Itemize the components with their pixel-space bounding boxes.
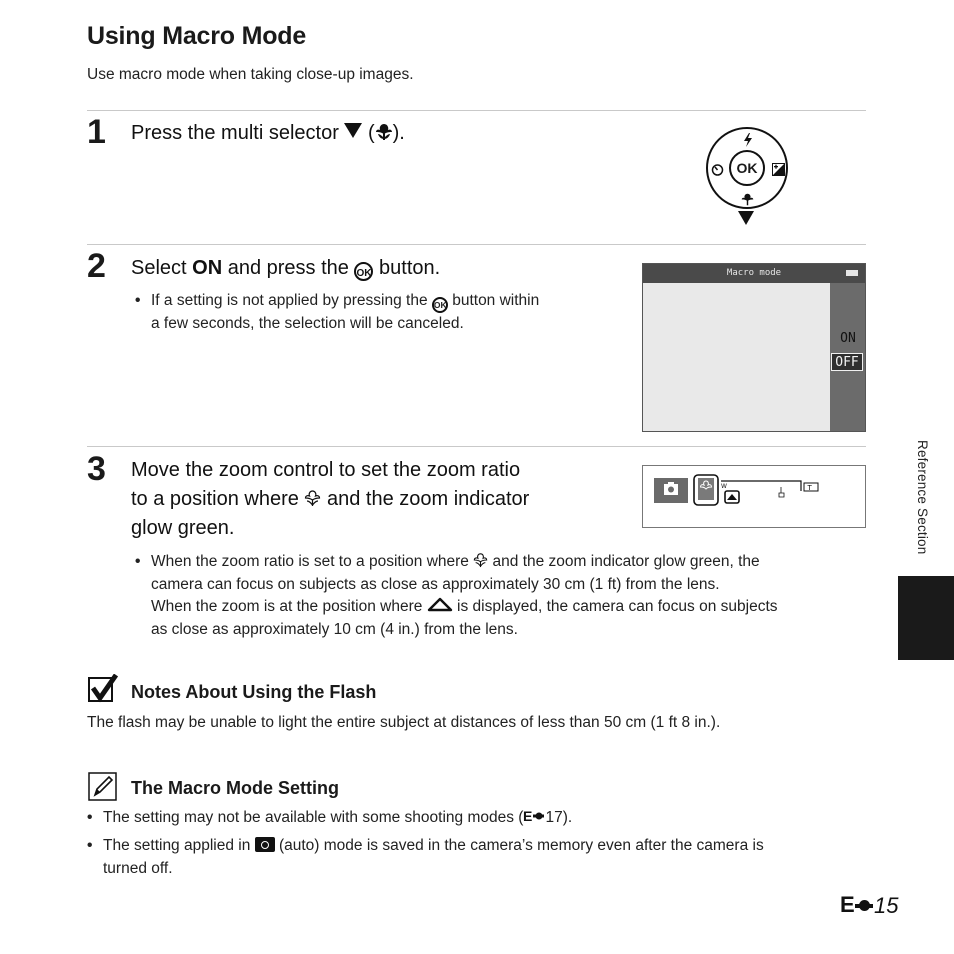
step-2-bullet: • If a setting is not applied by pressing the OK button within a few seconds, the selection will be canceled. (135, 292, 540, 332)
divider (87, 110, 866, 111)
selector-down-arrow-icon (738, 211, 754, 231)
macro-flower-icon (741, 193, 754, 206)
note-macro-heading: The Macro Mode Setting (131, 778, 340, 798)
divider (87, 446, 866, 447)
check-note-icon (88, 674, 118, 704)
macro-close-up-icon (427, 597, 453, 612)
battery-icon (846, 270, 858, 276)
option-on: ON (840, 331, 856, 346)
pencil-note-icon (88, 772, 118, 802)
exposure-compensation-icon (772, 163, 785, 176)
note-macro-bullet-1: • The setting may not be available with some shooting modes ( E 17). (87, 809, 573, 826)
svg-text:T: T (807, 484, 812, 492)
ok-button-icon: OK (432, 297, 448, 313)
macro-outline-icon (473, 552, 488, 568)
reference-e-icon (523, 809, 545, 823)
triangle-down-icon (344, 123, 362, 138)
step-2-text: Select ON and press the OK button. (131, 257, 441, 279)
option-off: OFF (831, 353, 863, 371)
reference-e-icon: E (840, 896, 874, 914)
intro-text: Use macro mode when taking close-up images. (87, 66, 414, 83)
note-flash-heading: Notes About Using the Flash (131, 682, 377, 702)
multi-selector-diagram (706, 127, 788, 209)
step-3-number: 3 (87, 450, 106, 488)
section-tab (898, 576, 954, 660)
macro-outline-icon (304, 489, 321, 507)
svg-text:E: E (523, 809, 533, 823)
ok-button: OK (729, 150, 765, 186)
zoom-indicator-graphic (643, 466, 865, 527)
page-number: E 15 (840, 892, 899, 918)
page-title: Using Macro Mode (87, 22, 307, 50)
step-1-text: Press the multi selector ( ). (131, 122, 405, 144)
flash-icon (743, 133, 753, 147)
note-flash-body: The flash may be unable to light the entire subject at distances of less than 50 cm (1 ft 8 in.). (87, 714, 721, 731)
step-3-text: Move the zoom control to set the zoom ratio to a position where and the zoom indicator glow green. (131, 459, 530, 539)
macro-flower-icon (375, 123, 393, 141)
macro-mode-screen (642, 263, 866, 432)
step-2-number: 2 (87, 247, 106, 285)
zoom-indicator-panel (642, 465, 866, 528)
divider (87, 244, 866, 245)
step-3-bullet: • When the zoom ratio is set to a position where and the zoom indicator glow green, the camera can focus on subjects as close as approximately 30 cm (1 ft) from the lens. When the zoom is at the position where is displayed, the camera can focus on subjects as close as approximately 10 cm (4 in.) from the lens. (135, 553, 778, 638)
ok-button-icon: OK (354, 262, 373, 281)
auto-mode-camera-icon (255, 837, 275, 852)
note-macro-bullet-2: • The setting applied in (auto) mode is saved in the camera’s memory even after the camera is turned off. (87, 837, 764, 877)
section-side-label: Reference Section (915, 440, 930, 555)
self-timer-icon (711, 163, 724, 176)
step-1-number: 1 (87, 113, 106, 151)
svg-text:W: W (721, 483, 727, 490)
screen-header: Macro mode (643, 264, 865, 283)
